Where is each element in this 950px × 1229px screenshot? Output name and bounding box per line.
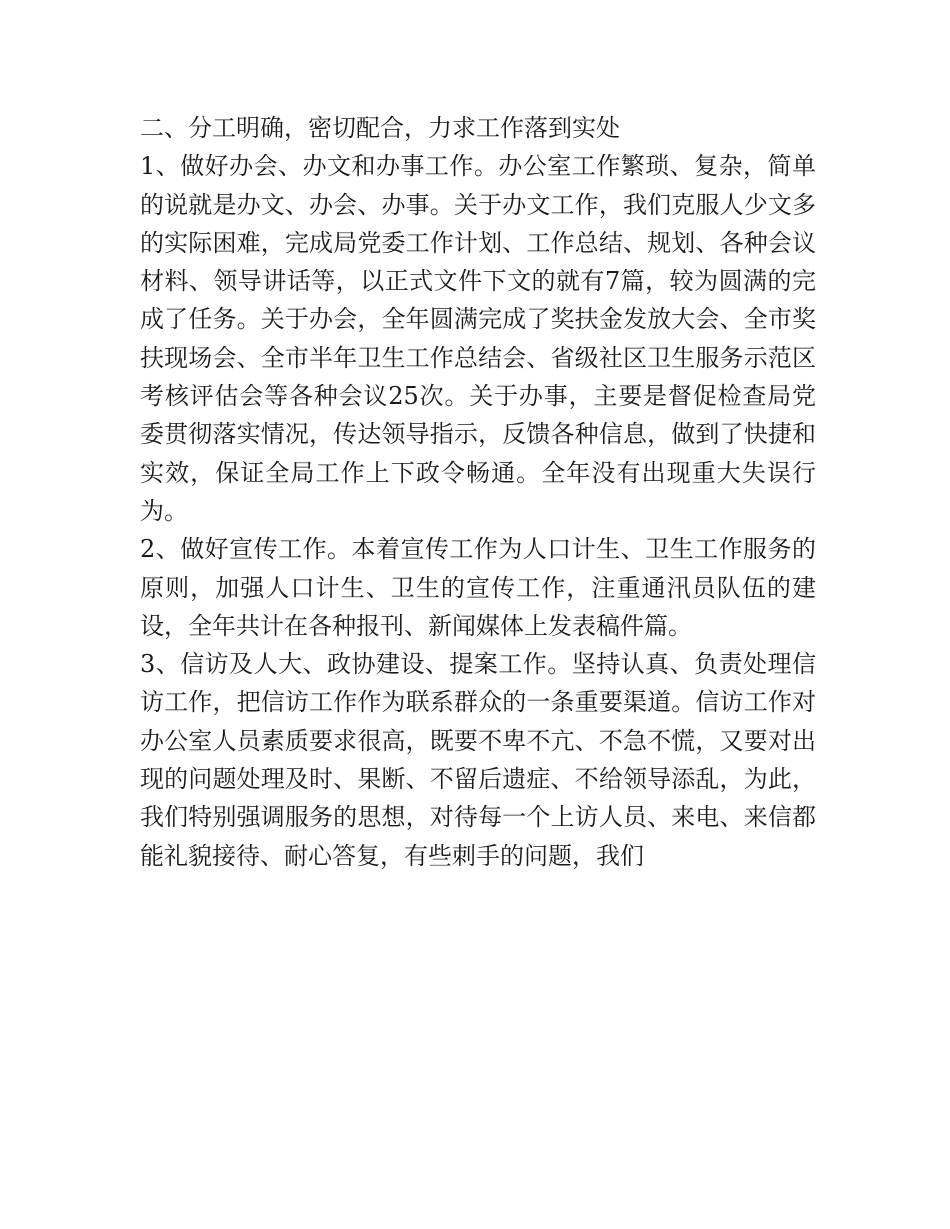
section-heading: 二、分工明确，密切配合，力求工作落到实处 bbox=[140, 114, 620, 142]
paragraph-meetings-documents: 1、做好办会、办文和办事工作。办公室工作繁琐、复杂，简单的说就是办文、办会、办事。关于办文工作，我们克服人少文多的实际困难，完成局党委工作计划、工作总结、规划、各种会议材料、领导讲话等，以正式文件下文的就有7篇，较为圆满的完成了任务。关于办会，全年圆满完成了奖扶金发放大会、全市奖扶现场会、全市半年卫生工作总结会、省级社区卫生服务示范区考核评估会等各种会议25次。关于办事，主要是督促检查局党委贯彻落实情况，传达领导指示，反馈各种信息，做到了快捷和实效，保证全局工作上下政令畅通。全年没有出现重大失误行为。 bbox=[140, 152, 816, 525]
document-page bbox=[140, 109, 816, 875]
paragraph-publicity: 2、做好宣传工作。本着宣传工作为人口计生、卫生工作服务的原则，加强人口计生、卫生的宣传工作，注重通汛员队伍的建设，全年共计在各种报刊、新闻媒体上发表稿件篇。 bbox=[140, 535, 816, 640]
paragraph-petitions: 3、信访及人大、政协建设、提案工作。坚持认真、负责处理信访工作，把信访工作作为联系群众的一条重要渠道。信访工作对办公室人员素质要求很高，既要不卑不亢、不急不慌，又要对出现的问题处理及时、果断、不留后遗症、不给领导添乱，为此，我们特别强调服务的思想，对待每一个上访人员、来电、来信都能礼貌接待、耐心答复，有些刺手的问题，我们 bbox=[140, 650, 816, 870]
